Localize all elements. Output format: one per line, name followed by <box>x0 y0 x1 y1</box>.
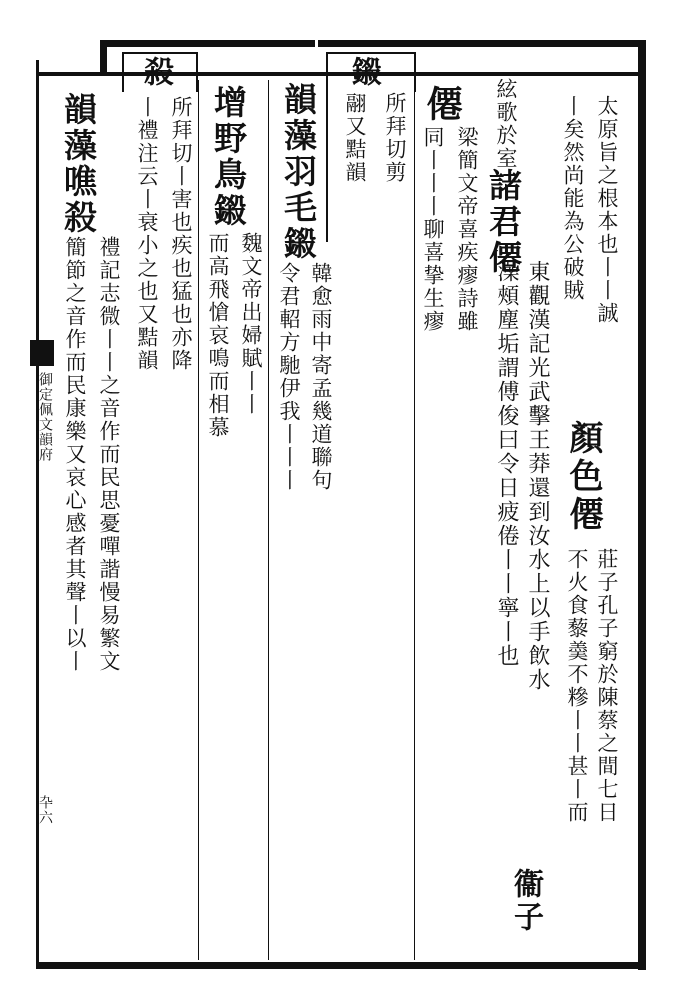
bottom-frame <box>36 962 646 969</box>
tab-label-2: 殺 <box>138 56 173 86</box>
text-col-8: 衞子 <box>508 868 543 934</box>
tab1-box-top <box>326 52 416 54</box>
headword-6: 韻藻噍殺 <box>59 92 98 236</box>
text-col-1: 太原旨之根本也丨丨誠 <box>595 95 619 325</box>
headword-5: 增野鳥鎩 <box>209 85 248 229</box>
text-col-15: 魏文帝出婦賦丨丨 <box>239 232 263 416</box>
tab-label-1: 鎩 <box>346 56 381 86</box>
text-col-2: 丨矣然尚能為公破賊 <box>561 95 585 302</box>
top-rule <box>36 72 646 76</box>
text-col-19: 禮記志微丨丨之音作而民思憂嘽諧慢易繁文 <box>97 236 121 673</box>
text-col-3: 莊子孔子窮於陳蔡之間七日 <box>595 548 619 824</box>
headword-3: 僊 <box>421 85 463 124</box>
text-col-20: 簡節之音作而民康樂又哀心感者其聲丨以丨 <box>63 236 87 673</box>
headword-2: 諸君僊 <box>484 168 523 276</box>
page-number: 卆六 <box>37 795 53 825</box>
text-col-11: 所拜切剪 <box>383 92 407 184</box>
left-margin-rule <box>36 60 39 968</box>
tab2-box-left <box>122 52 124 92</box>
text-col-5: 絃歌於室 <box>494 78 518 170</box>
right-frame <box>638 40 646 970</box>
divider-3 <box>414 80 415 960</box>
text-col-12: 翮又黠韻 <box>343 92 367 184</box>
divider-1 <box>198 80 199 960</box>
margin-block <box>30 340 54 366</box>
divider-2 <box>268 80 269 960</box>
text-col-4: 不火食藜羮不糝丨丨甚丨而 <box>565 548 589 824</box>
tab2-box-top <box>122 52 198 54</box>
text-col-17: 所拜切丨害也疾也猛也亦降 <box>169 96 193 372</box>
text-col-13: 韓愈雨中寄孟幾道聯句 <box>309 262 333 492</box>
headword-1: 顏色僊 <box>563 420 603 534</box>
text-col-6: 東觀漢記光武擊王莽還到汝水上以手飲水 <box>525 260 550 692</box>
text-col-9: 梁簡文帝喜疾瘳詩雖 <box>455 126 479 333</box>
text-col-14: 令君軺方馳伊我丨丨丨 <box>277 262 301 492</box>
text-col-7: 澡頰塵垢謂傅俊曰令日疲倦丨丨寧丨也 <box>494 260 519 668</box>
top-frame-step <box>100 40 107 75</box>
top-frame-left <box>100 40 315 47</box>
tab1-box-left <box>326 52 328 242</box>
text-col-18: 丨禮注云丨衰小之也又黠韻 <box>135 96 159 372</box>
text-col-10: 同丨丨丨聊喜挚生瘳 <box>421 126 445 333</box>
text-col-16: 而高飛愴哀鳴而相慕 <box>206 232 230 439</box>
top-frame-right <box>318 40 646 47</box>
book-title: 御定佩文韻府 <box>37 372 53 462</box>
headword-4: 韻藻羽毛鎩 <box>279 82 318 262</box>
